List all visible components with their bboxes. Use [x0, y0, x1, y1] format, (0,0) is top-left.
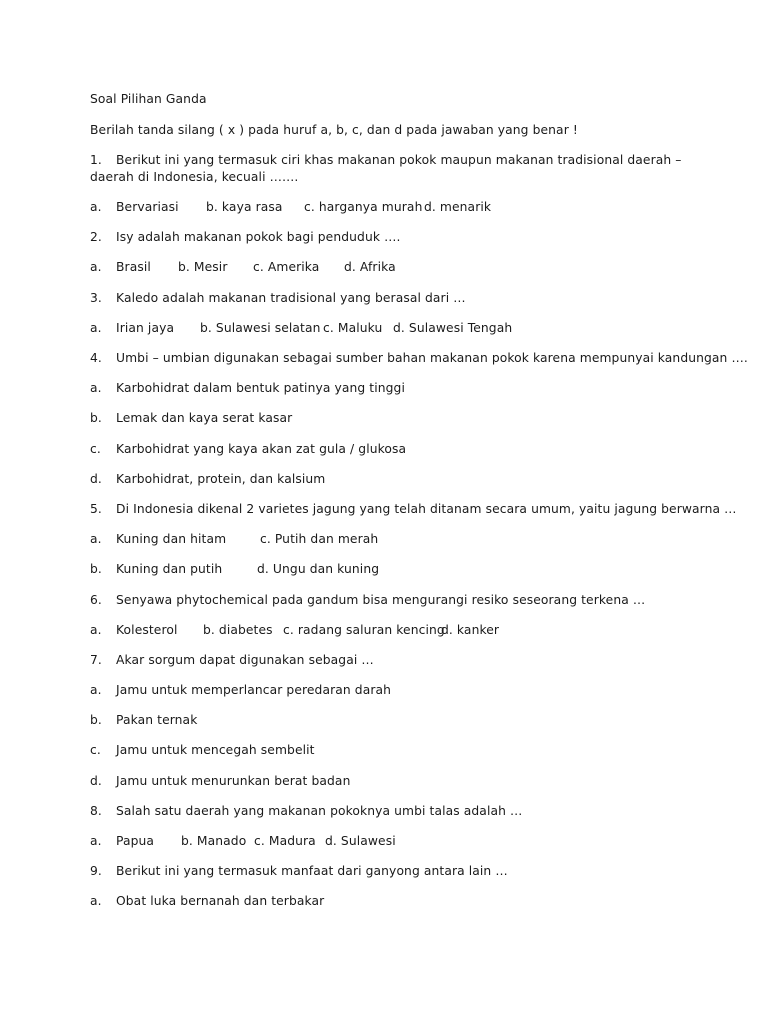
option-letter: d. [90, 774, 102, 788]
option-b: b. Sulawesi selatan [200, 321, 321, 335]
question-text: Berikut ini yang termasuk manfaat dari ganyong antara lain … [116, 864, 508, 878]
option-letter: b. [90, 562, 102, 576]
instruction-text: Berilah tanda silang ( x ) pada huruf a, b, c, dan d pada jawaban yang benar ! [90, 123, 578, 137]
question-text: Senyawa phytochemical pada gandum bisa mengurangi resiko seseorang terkena … [116, 593, 646, 607]
option-a-letter: a. [90, 834, 102, 848]
question-text: Berikut ini yang termasuk ciri khas makanan pokok maupun makanan tradisional daerah – daerah di Indonesia, kecuali ……. [90, 153, 682, 184]
question-number: 9. [90, 864, 102, 878]
option-b: Kuning dan putih [116, 562, 223, 576]
question-text: Di Indonesia dikenal 2 varietes jagung yang telah ditanam secara umum, yaitu jagung berwarna … [116, 502, 737, 516]
option-text: Karbohidrat, protein, dan kalsium [116, 472, 326, 486]
option-a: Brasil [116, 260, 151, 274]
option-a: Bervariasi [116, 200, 179, 214]
option-letter: b. [90, 713, 102, 727]
option-letter: d. [90, 472, 102, 486]
question-number: 8. [90, 804, 102, 818]
option-text: Jamu untuk memperlancar peredaran darah [116, 683, 392, 697]
option-letter: a. [90, 683, 102, 697]
option-c: c. harganya murah [304, 200, 423, 214]
question-text: Salah satu daerah yang makanan pokoknya umbi talas adalah … [116, 804, 523, 818]
option-d: d. Afrika [344, 260, 396, 274]
option-b: b. kaya rasa [206, 200, 283, 214]
option-letter: a. [90, 532, 102, 546]
question-number: 5. [90, 502, 102, 516]
option-b: b. Manado [181, 834, 247, 848]
option-text: Karbohidrat dalam bentuk patinya yang tinggi [116, 381, 405, 395]
question-number: 2. [90, 230, 102, 244]
option-d: d. menarik [424, 200, 492, 214]
question-text: Akar sorgum dapat digunakan sebagai … [116, 653, 374, 667]
option-text: Jamu untuk mencegah sembelit [116, 743, 315, 757]
option-d: d. kanker [441, 623, 500, 637]
option-a: Irian jaya [116, 321, 175, 335]
option-a-letter: a. [90, 200, 102, 214]
option-text: Lemak dan kaya serat kasar [116, 411, 293, 425]
option-letter: b. [90, 411, 102, 425]
option-text: Obat luka bernanah dan terbakar [116, 894, 325, 908]
question-text: Umbi – umbian digunakan sebagai sumber bahan makanan pokok karena mempunyai kandungan …. [116, 351, 748, 365]
option-text: Jamu untuk menurunkan berat badan [116, 774, 351, 788]
option-b: b. diabetes [203, 623, 273, 637]
option-d: d. Sulawesi Tengah [393, 321, 513, 335]
option-a-letter: a. [90, 260, 102, 274]
question-text: Isy adalah makanan pokok bagi penduduk …. [116, 230, 401, 244]
option-letter: a. [90, 894, 102, 908]
question-number: 3. [90, 291, 102, 305]
question-number: 4. [90, 351, 102, 365]
option-d: d. Ungu dan kuning [257, 562, 380, 576]
question-number: 6. [90, 593, 102, 607]
option-b: b. Mesir [178, 260, 228, 274]
option-text: Karbohidrat yang kaya akan zat gula / glukosa [116, 442, 407, 456]
option-letter: a. [90, 381, 102, 395]
option-a: Kolesterol [116, 623, 178, 637]
option-a: Papua [116, 834, 155, 848]
option-d: d. Sulawesi [325, 834, 396, 848]
option-c: c. Maluku [323, 321, 383, 335]
option-letter: c. [90, 743, 101, 757]
question-number: 7. [90, 653, 102, 667]
option-c: c. Putih dan merah [260, 532, 379, 546]
document-title: Soal Pilihan Ganda [90, 92, 207, 106]
question-text: Kaledo adalah makanan tradisional yang berasal dari … [116, 291, 466, 305]
option-c: c. radang saluran kencing [283, 623, 445, 637]
option-a: Kuning dan hitam [116, 532, 227, 546]
question-number: 1. [90, 153, 102, 167]
option-text: Pakan ternak [116, 713, 198, 727]
option-c: c. Madura [254, 834, 316, 848]
option-letter: c. [90, 442, 101, 456]
option-a-letter: a. [90, 321, 102, 335]
option-c: c. Amerika [253, 260, 320, 274]
option-a-letter: a. [90, 623, 102, 637]
